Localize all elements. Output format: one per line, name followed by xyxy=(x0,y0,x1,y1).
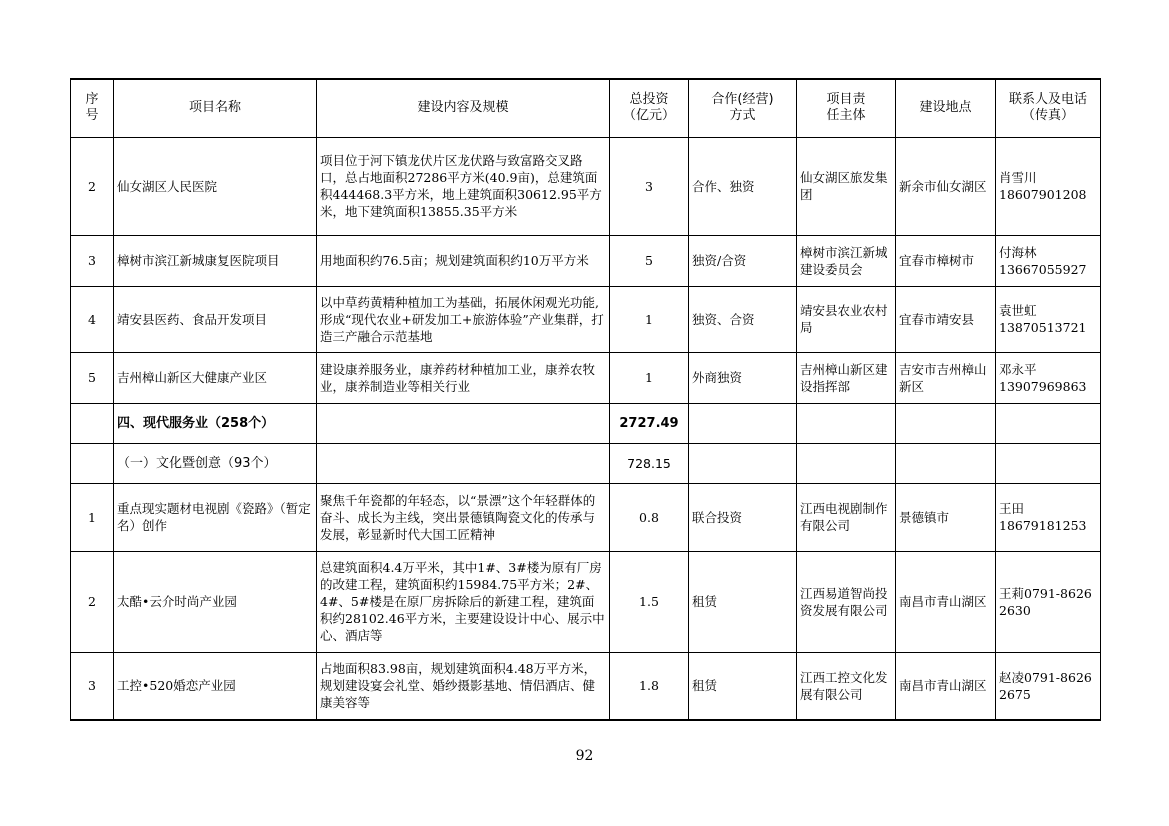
subsection-location-empty xyxy=(896,443,996,483)
cell-owner: 江西工控文化发展有限公司 xyxy=(797,652,896,720)
table-row xyxy=(71,137,1101,235)
subsection-investment: 728.15 xyxy=(610,443,689,483)
section-mode-empty xyxy=(689,403,797,443)
cell-name: 吉州樟山新区大健康产业区 xyxy=(114,352,317,403)
subsection-owner-empty xyxy=(797,443,896,483)
cell-location: 新余市仙女湖区 xyxy=(896,137,996,235)
header-name: 项目名称 xyxy=(114,79,317,137)
cell-location: 宜春市靖安县 xyxy=(896,286,996,352)
cell-investment: 1.8 xyxy=(610,652,689,720)
cell-no: 1 xyxy=(71,483,114,551)
cell-contact: 王田 18679181253 xyxy=(996,483,1101,551)
cell-mode: 租赁 xyxy=(689,551,797,652)
section-row xyxy=(71,403,1101,443)
cell-name: 靖安县医药、食品开发项目 xyxy=(114,286,317,352)
section-content-empty xyxy=(317,403,610,443)
cell-location: 吉安市吉州樟山新区 xyxy=(896,352,996,403)
header-content: 建设内容及规模 xyxy=(317,79,610,137)
cell-no: 3 xyxy=(71,652,114,720)
cell-no: 4 xyxy=(71,286,114,352)
cell-owner: 仙女湖区旅发集团 xyxy=(797,137,896,235)
cell-no: 5 xyxy=(71,352,114,403)
cell-owner: 靖安县农业农村局 xyxy=(797,286,896,352)
cell-content: 建设康养服务业，康养药材种植加工业，康养农牧业，康养制造业等相关行业 xyxy=(317,352,610,403)
cell-owner: 吉州樟山新区建设指挥部 xyxy=(797,352,896,403)
cell-mode: 合作、独资 xyxy=(689,137,797,235)
cell-investment: 0.8 xyxy=(610,483,689,551)
cell-name: 重点现实题材电视剧《瓷路》（暂定名）创作 xyxy=(114,483,317,551)
table-row xyxy=(71,483,1101,551)
cell-owner: 江西易道智尚投资发展有限公司 xyxy=(797,551,896,652)
header-location: 建设地点 xyxy=(896,79,996,137)
cell-mode: 外商独资 xyxy=(689,352,797,403)
subsection-content-empty xyxy=(317,443,610,483)
cell-investment: 1.5 xyxy=(610,551,689,652)
cell-mode: 独资/合资 xyxy=(689,235,797,286)
project-table xyxy=(70,78,1101,721)
cell-content: 用地面积约76.5亩；规划建筑面积约10万平方米 xyxy=(317,235,610,286)
section-title: 四、现代服务业（258个） xyxy=(114,403,317,443)
table-row xyxy=(71,235,1101,286)
cell-owner: 江西电视剧制作有限公司 xyxy=(797,483,896,551)
subsection-row xyxy=(71,443,1101,483)
subsection-no-empty xyxy=(71,443,114,483)
cell-contact: 王莉0791-86262630 xyxy=(996,551,1101,652)
cell-no: 2 xyxy=(71,137,114,235)
cell-investment: 1 xyxy=(610,352,689,403)
table-row xyxy=(71,551,1101,652)
cell-no: 2 xyxy=(71,551,114,652)
project-table-sheet xyxy=(70,78,1101,721)
cell-content: 以中草药黄精种植加工为基础，拓展休闲观光功能,形成“现代农业+研发加工+旅游体验”产业集群，打造三产融合示范基地 xyxy=(317,286,610,352)
cell-no: 3 xyxy=(71,235,114,286)
cell-content: 占地面积83.98亩，规划建筑面积4.48万平方米，规划建设宴会礼堂、婚纱摄影基地、情侣酒店、健康美容等 xyxy=(317,652,610,720)
cell-location: 南昌市青山湖区 xyxy=(896,551,996,652)
cell-investment: 1 xyxy=(610,286,689,352)
cell-content: 总建筑面积4.4万平米，其中1#、3#楼为原有厂房的改建工程，建筑面积约15984.75平方米；2#、4#、5#楼是在原厂房拆除后的新建工程，建筑面积约28102.46平方米，主要建设设计中心、展示中心、酒店等 xyxy=(317,551,610,652)
cell-contact: 肖雪川 18607901208 xyxy=(996,137,1101,235)
table-row xyxy=(71,286,1101,352)
cell-contact: 邓永平 13907969863 xyxy=(996,352,1101,403)
cell-contact: 付海林 13667055927 xyxy=(996,235,1101,286)
section-location-empty xyxy=(896,403,996,443)
cell-content: 项目位于河下镇龙伏片区龙伏路与致富路交叉路口，总占地面积27286平方米(40.9亩)，总建筑面积444468.3平方米，地上建筑面积30612.95平方米，地下建筑面积13855.35平方米 xyxy=(317,137,610,235)
header-contact: 联系人及电话 （传真） xyxy=(996,79,1101,137)
header-owner: 项目责 任主体 xyxy=(797,79,896,137)
cell-mode: 租赁 xyxy=(689,652,797,720)
table-row xyxy=(71,352,1101,403)
header-mode: 合作(经营) 方式 xyxy=(689,79,797,137)
header-investment: 总投资 （亿元） xyxy=(610,79,689,137)
cell-contact: 袁世虹 13870513721 xyxy=(996,286,1101,352)
cell-location: 宜春市樟树市 xyxy=(896,235,996,286)
section-owner-empty xyxy=(797,403,896,443)
page-number: 92 xyxy=(575,748,594,764)
cell-name: 仙女湖区人民医院 xyxy=(114,137,317,235)
cell-contact: 赵凌0791-86262675 xyxy=(996,652,1101,720)
cell-investment: 3 xyxy=(610,137,689,235)
cell-location: 南昌市青山湖区 xyxy=(896,652,996,720)
subsection-mode-empty xyxy=(689,443,797,483)
cell-investment: 5 xyxy=(610,235,689,286)
header-row xyxy=(71,79,1101,137)
cell-owner: 樟树市滨江新城建设委员会 xyxy=(797,235,896,286)
cell-name: 太酷•云介时尚产业园 xyxy=(114,551,317,652)
section-contact-empty xyxy=(996,403,1101,443)
table-row xyxy=(71,652,1101,720)
cell-content: 聚焦千年瓷都的年轻态，以“景漂”这个年轻群体的奋斗、成长为主线，突出景德镇陶瓷文化的传承与发展，彰显新时代大国工匠精神 xyxy=(317,483,610,551)
header-no: 序 号 xyxy=(71,79,114,137)
cell-mode: 独资、合资 xyxy=(689,286,797,352)
section-no-empty xyxy=(71,403,114,443)
subsection-title: （一）文化暨创意（93个） xyxy=(114,443,317,483)
cell-name: 工控•520婚恋产业园 xyxy=(114,652,317,720)
section-investment: 2727.49 xyxy=(610,403,689,443)
cell-location: 景德镇市 xyxy=(896,483,996,551)
cell-mode: 联合投资 xyxy=(689,483,797,551)
cell-name: 樟树市滨江新城康复医院项目 xyxy=(114,235,317,286)
subsection-contact-empty xyxy=(996,443,1101,483)
